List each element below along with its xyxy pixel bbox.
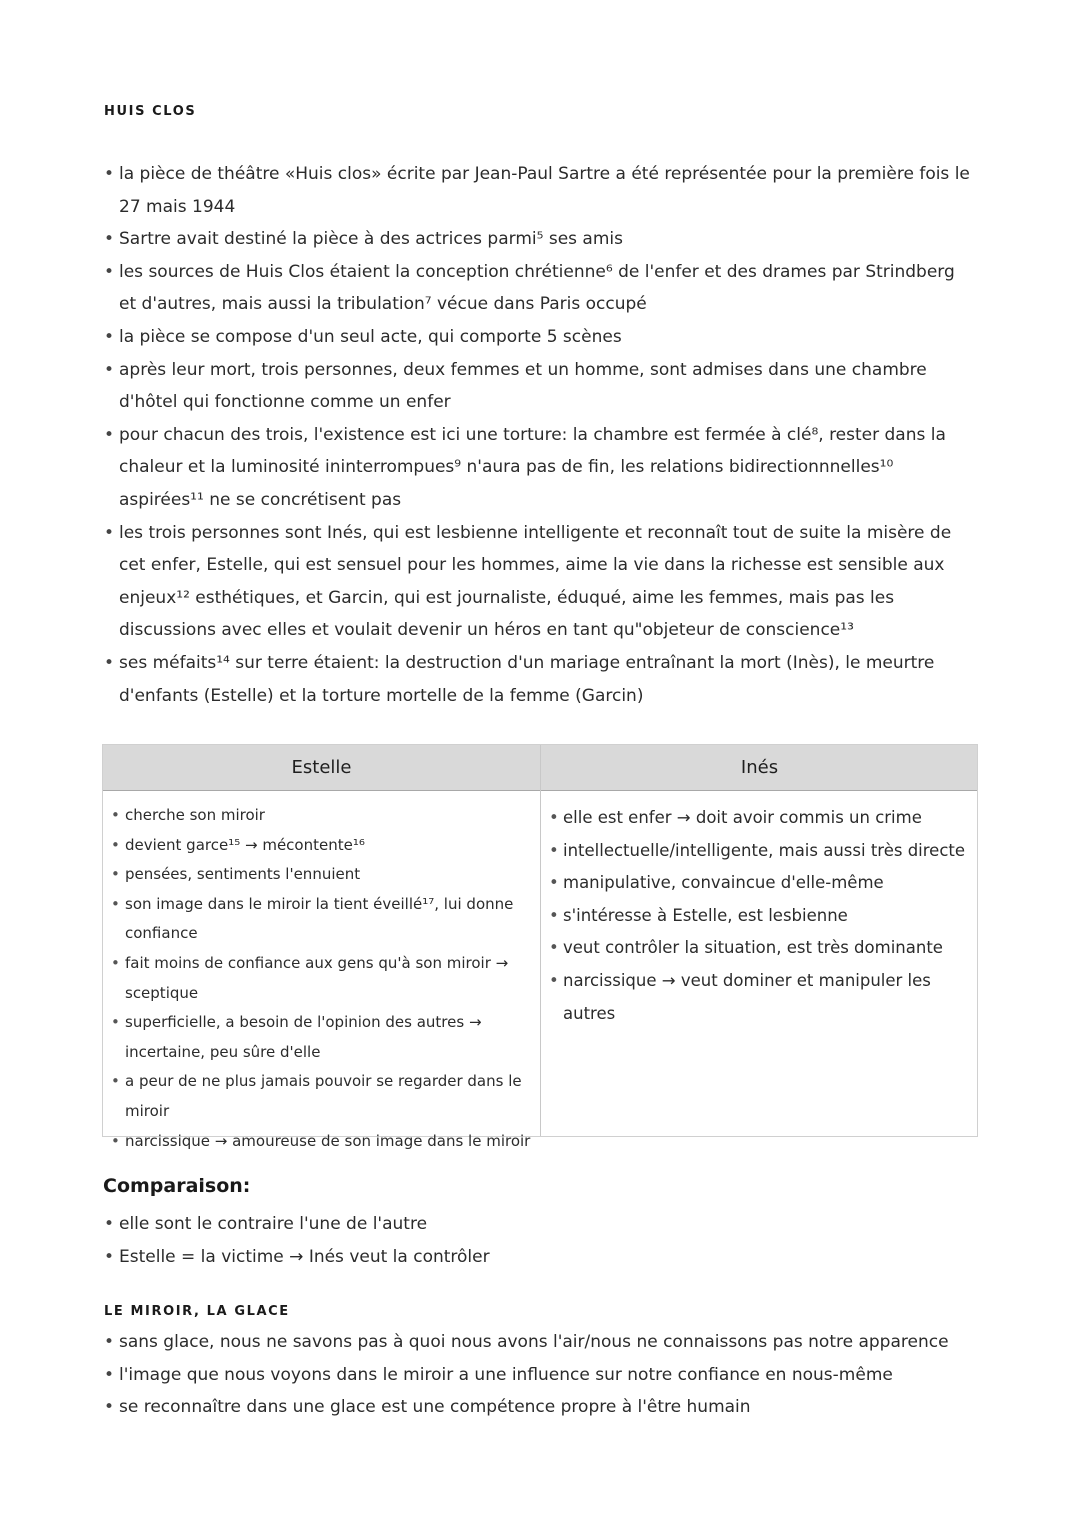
table-cell-item: • pensées, sentiments l'ennuient xyxy=(111,860,531,890)
list-item: • la pièce se compose d'un seul acte, qui comporte 5 scènes xyxy=(104,321,976,354)
list-item: • pour chacun des trois, l'existence est ici une torture: la chambre est fermée à clé⁸, rester dans la chaleur et la luminosité ininterrompues⁹ n'aura pas de fin, les relations bidirectionnnelles¹⁰ aspirées¹¹ ne se concrétisent pas xyxy=(104,419,976,517)
table-column-divider xyxy=(540,745,541,1136)
estelle-traits-list xyxy=(111,801,531,1156)
list-item: • les sources de Huis Clos étaient la conception chrétienne⁶ de l'enfer et des drames par Strindberg et d'autres, mais aussi la tribulation⁷ vécue dans Paris occupé xyxy=(104,256,976,321)
table-cell-item: • a peur de ne plus jamais pouvoir se regarder dans le miroir xyxy=(111,1067,531,1126)
table-header-ines: Inés xyxy=(740,757,779,778)
list-item: • après leur mort, trois personnes, deux femmes et un homme, sont admises dans une chambre d'hôtel qui fonctionne comme un enfer xyxy=(104,354,976,419)
list-item: • Sartre avait destiné la pièce à des actrices parmi⁵ ses amis xyxy=(104,223,976,256)
table-cell-item: • elle est enfer → doit avoir commis un crime xyxy=(549,802,969,835)
table-cell-item: • devient garce¹⁵ → mécontente¹⁶ xyxy=(111,831,531,861)
table-header-estelle: Estelle xyxy=(291,757,352,778)
table-cell-item: • narcissique → amoureuse de son image dans le miroir xyxy=(111,1127,531,1157)
list-item: • elle sont le contraire l'une de l'autre xyxy=(104,1208,976,1241)
comparison-bullet-list xyxy=(104,1208,976,1273)
huis-clos-bullet-list xyxy=(104,158,976,712)
table-cell-item: • fait moins de confiance aux gens qu'à son miroir → sceptique xyxy=(111,949,531,1008)
table-cell-item: • manipulative, convaincue d'elle-même xyxy=(549,867,969,900)
section-heading-miroir: LE MIROIR, LA GLACE xyxy=(104,1304,290,1319)
miroir-bullet-list xyxy=(104,1326,976,1424)
section-heading-huis-clos: HUIS CLOS xyxy=(104,104,197,119)
list-item: • ses méfaits¹⁴ sur terre étaient: la destruction d'un mariage entraînant la mort (Inès), le meurtre d'enfants (Estelle) et la torture mortelle de la femme (Garcin) xyxy=(104,647,976,712)
character-comparison-table xyxy=(102,744,978,1150)
list-item: • se reconnaître dans une glace est une compétence propre à l'être humain xyxy=(104,1391,976,1424)
table-cell-item: • narcissique → veut dominer et manipuler les autres xyxy=(549,965,969,1030)
list-item: • l'image que nous voyons dans le miroir a une influence sur notre confiance en nous-même xyxy=(104,1359,976,1392)
ines-traits-list xyxy=(549,802,969,1030)
table-cell-item: • superficielle, a besoin de l'opinion des autres → incertaine, peu sûre d'elle xyxy=(111,1008,531,1067)
list-item: • Estelle = la victime → Inés veut la contrôler xyxy=(104,1241,976,1274)
list-item: • sans glace, nous ne savons pas à quoi nous avons l'air/nous ne connaissons pas notre apparence xyxy=(104,1326,976,1359)
list-item: • les trois personnes sont Inés, qui est lesbienne intelligente et reconnaît tout de suite la misère de cet enfer, Estelle, qui est sensuel pour les hommes, aime la vie dans la richesse est sensible aux enjeux¹² esthétiques, et Garcin, qui est journaliste, éduqué, aime les femmes, mais pas les discussions avec elles et voulait devenir un héros en tant qu"objeteur de conscience¹³ xyxy=(104,517,976,647)
table-cell-item: • cherche son miroir xyxy=(111,801,531,831)
table-cell-item: • son image dans le miroir la tient éveillé¹⁷, lui donne confiance xyxy=(111,890,531,949)
comparison-title: Comparaison: xyxy=(103,1175,251,1197)
table-cell-item: • s'intéresse à Estelle, est lesbienne xyxy=(549,900,969,933)
list-item: • la pièce de théâtre «Huis clos» écrite par Jean-Paul Sartre a été représentée pour la première fois le 27 mais 1944 xyxy=(104,158,976,223)
table-cell-item: • intellectuelle/intelligente, mais aussi très directe xyxy=(549,835,969,868)
table-cell-item: • veut contrôler la situation, est très dominante xyxy=(549,932,969,965)
